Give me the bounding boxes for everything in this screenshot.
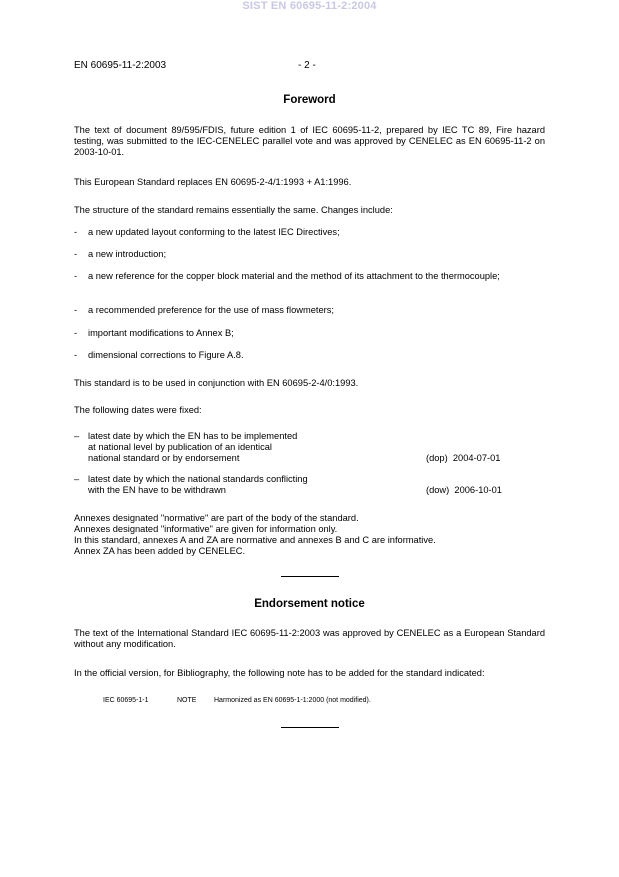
list-item [74, 305, 545, 316]
list-item [74, 227, 545, 238]
date-desc-line: latest date by which the EN has to be implemented [88, 431, 298, 441]
endorsement-para-1: The text of the International Standard IEC 60695-11-2:2003 was approved by CENELEC as a European Standard without any modification. [74, 628, 545, 649]
list-item-text: a new updated layout conforming to the latest IEC Directives; [88, 227, 340, 237]
list-bullet: - [74, 328, 78, 338]
date-bullet: – [74, 431, 80, 441]
date-desc-line: with the EN have to be withdrawn [88, 485, 226, 495]
list-bullet: - [74, 227, 78, 237]
list-item-text: important modifications to Annex B; [88, 328, 234, 338]
list-item [74, 328, 545, 339]
list-item [74, 249, 545, 260]
list-item [74, 350, 545, 361]
list-item-text: a new introduction; [88, 249, 167, 259]
annex-notes [74, 513, 545, 557]
annex-line: Annexes designated "normative" are part of the body of the standard. [74, 513, 359, 523]
list-bullet: - [74, 271, 78, 281]
foreword-para-2: This European Standard replaces EN 60695-2-4/1:1993 + A1:1996. [74, 177, 352, 187]
annex-line: In this standard, annexes A and ZA are normative and annexes B and C are informative. [74, 535, 436, 545]
list-bullet: - [74, 305, 78, 315]
date-code: (dow) [426, 485, 450, 495]
date-desc-line: at national level by publication of an identical [88, 442, 272, 452]
endorsement-title: Endorsement notice [254, 598, 365, 610]
note-label: NOTE [177, 697, 197, 704]
list-item-text: dimensional corrections to Figure A.8. [88, 350, 244, 360]
list-bullet: - [74, 249, 78, 259]
section-divider [281, 576, 339, 577]
annex-line: Annexes designated "informative" are given for information only. [74, 524, 338, 534]
list-item-text: a recommended preference for the use of mass flowmeters; [88, 305, 334, 315]
list-item-text: a new reference for the copper block material and the method of its attachment to the thermocouple; [88, 271, 500, 281]
date-desc-line: latest date by which the national standards conflicting [88, 474, 308, 484]
foreword-title: Foreword [283, 94, 336, 106]
annex-line: Annex ZA has been added by CENELEC. [74, 546, 246, 556]
foreword-para-5: The following dates were fixed: [74, 405, 202, 415]
date-desc-line: national standard or by endorsement [88, 453, 240, 463]
date-value: 2006-10-01 [454, 485, 502, 495]
note-text: Harmonized as EN 60695-1-1:2000 (not modified). [214, 697, 371, 704]
date-value: 2004-07-01 [452, 453, 501, 463]
list-bullet: - [74, 350, 78, 360]
date-code: (dop) [426, 453, 448, 463]
foreword-para-1: The text of document 89/595/FDIS, future edition 1 of IEC 60695-11-2, prepared by IEC TC 89, Fire hazard testing, was submitted to the IEC-CENELEC parallel vote and was approved by CENELEC as EN 60695-11-2 on 2003-10-01. [74, 125, 545, 157]
foreword-para-4: This standard is to be used in conjunction with EN 60695-2-4/0:1993. [74, 378, 359, 388]
header-doc-id: EN 60695-11-2:2003 [74, 60, 167, 71]
note-ref: IEC 60695-1-1 [103, 697, 149, 704]
watermark: SIST EN 60695-11-2:2004 [242, 0, 377, 12]
date-bullet: – [74, 474, 80, 484]
list-item [74, 271, 545, 282]
end-divider [281, 727, 339, 728]
foreword-para-3: The structure of the standard remains essentially the same. Changes include: [74, 205, 393, 215]
header-page-number: - 2 - [298, 60, 316, 71]
endorsement-para-2: In the official version, for Bibliography, the following note has to be added for the standard indicated: [74, 668, 485, 678]
